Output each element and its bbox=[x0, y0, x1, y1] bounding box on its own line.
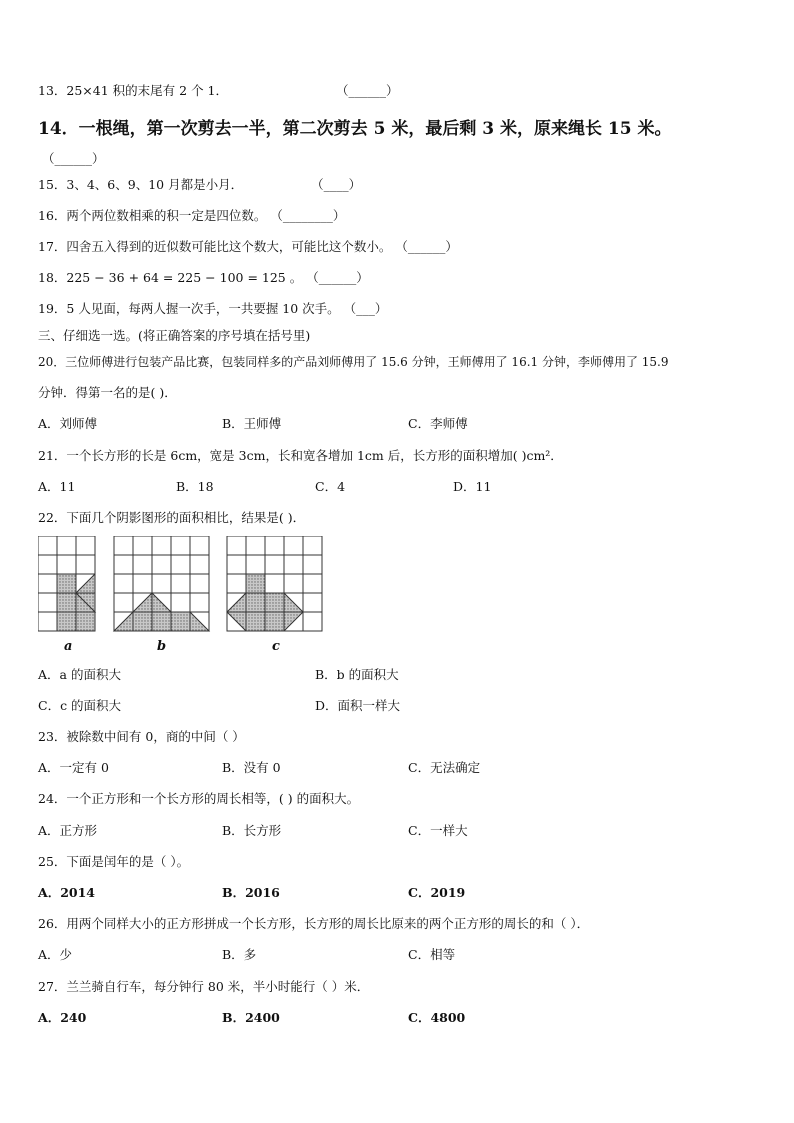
option-c[interactable]: C．2019 bbox=[408, 885, 466, 900]
question-19 bbox=[38, 300, 387, 318]
question-18 bbox=[38, 269, 369, 287]
question-13 bbox=[38, 82, 398, 100]
question-15 bbox=[38, 176, 361, 194]
answer-blank[interactable]: （___） bbox=[343, 301, 388, 316]
option-a[interactable]: A．a 的面积大 bbox=[38, 667, 121, 682]
section-heading: 三、仔细选一选。(将正确答案的序号填在括号里) bbox=[38, 328, 311, 343]
figure-label-b: b bbox=[157, 639, 167, 654]
question-20-line1: 20．三位师傅进行包装产品比赛，包装同样多的产品刘师傅用了 15.6 分钟，王师傅用了 16.1 分钟，李师傅用了 15.9 bbox=[38, 355, 669, 369]
option-b[interactable]: B．多 bbox=[222, 947, 257, 962]
option-c[interactable]: C．4800 bbox=[408, 1010, 466, 1025]
question-13-text: 13．25×41 积的末尾有 2 个 1． bbox=[38, 83, 228, 98]
question-27: 27．兰兰骑自行车，每分钟行 80 米，半小时能行（ ）米． bbox=[38, 979, 370, 994]
option-a[interactable]: A．11 bbox=[38, 479, 76, 494]
shaded-figures bbox=[38, 536, 338, 646]
question-17-text: 17．四舍五入得到的近似数可能比这个数大，可能比这个数小。 bbox=[38, 239, 392, 254]
question-15-text: 15．3、4、6、9、10 月都是小月． bbox=[38, 177, 244, 192]
answer-blank[interactable]: （______） bbox=[306, 270, 369, 285]
option-a[interactable]: A．少 bbox=[38, 947, 73, 962]
figure-label-a: a bbox=[64, 639, 73, 654]
figure-c bbox=[227, 536, 322, 631]
question-26: 26．用两个同样大小的正方形拼成一个长方形，长方形的周长比原来的两个正方形的周长的和（ ）． bbox=[38, 916, 590, 931]
question-17 bbox=[38, 238, 458, 256]
answer-blank[interactable]: （______） bbox=[395, 239, 458, 254]
figure-b bbox=[114, 536, 209, 631]
figure-a bbox=[38, 536, 95, 631]
option-a[interactable]: A．一定有 0 bbox=[38, 760, 109, 775]
option-d[interactable]: D．11 bbox=[453, 479, 492, 494]
question-22: 22．下面几个阴影图形的面积相比，结果是( )． bbox=[38, 510, 306, 525]
option-c[interactable]: C．c 的面积大 bbox=[38, 698, 122, 713]
answer-blank[interactable]: （____） bbox=[311, 177, 362, 192]
answer-blank[interactable]: （______） bbox=[42, 151, 105, 166]
option-a[interactable]: A．正方形 bbox=[38, 823, 98, 838]
option-c[interactable]: C．李师傅 bbox=[408, 416, 468, 431]
question-14 bbox=[38, 118, 671, 140]
question-20-line2: 分钟．得第一名的是( )． bbox=[38, 385, 177, 400]
option-b[interactable]: B．长方形 bbox=[222, 823, 282, 838]
option-a[interactable]: A．2014 bbox=[38, 885, 95, 900]
option-b[interactable]: B．没有 0 bbox=[222, 760, 281, 775]
option-a[interactable]: A．刘师傅 bbox=[38, 416, 98, 431]
question-24: 24．一个正方形和一个长方形的周长相等，( ) 的面积大。 bbox=[38, 791, 360, 806]
question-21: 21．一个长方形的长是 6cm，宽是 3cm，长和宽各增加 1cm 后，长方形的面积增加( )cm²． bbox=[38, 448, 563, 463]
figure-label-c: c bbox=[272, 639, 280, 654]
option-c[interactable]: C．无法确定 bbox=[408, 760, 481, 775]
option-d[interactable]: D．面积一样大 bbox=[315, 698, 401, 713]
option-b[interactable]: B．王师傅 bbox=[222, 416, 282, 431]
question-25: 25．下面是闰年的是（ ）。 bbox=[38, 854, 190, 869]
question-14-blank-line bbox=[42, 150, 105, 168]
option-b[interactable]: B．2400 bbox=[222, 1010, 280, 1025]
answer-blank[interactable]: （________） bbox=[270, 208, 346, 223]
question-14-text: 14．一根绳，第一次剪去一半，第二次剪去 5 米，最后剩 3 米，原来绳长 15 米。 bbox=[38, 119, 672, 139]
option-b[interactable]: B．b 的面积大 bbox=[315, 667, 399, 682]
option-c[interactable]: C．4 bbox=[315, 479, 346, 494]
question-16 bbox=[38, 207, 345, 225]
option-c[interactable]: C．相等 bbox=[408, 947, 456, 962]
option-b[interactable]: B．18 bbox=[176, 479, 214, 494]
question-19-text: 19．5 人见面，每两人握一次手，一共要握 10 次手。 bbox=[38, 301, 340, 316]
option-a[interactable]: A．240 bbox=[38, 1010, 87, 1025]
question-23: 23．被除数中间有 0，商的中间（ ） bbox=[38, 729, 245, 744]
question-18-text: 18．225 − 36 + 64 = 225 − 100 = 125 。 bbox=[38, 270, 303, 285]
question-16-text: 16．两个两位数相乘的积一定是四位数。 bbox=[38, 208, 267, 223]
option-c[interactable]: C．一样大 bbox=[408, 823, 468, 838]
answer-blank[interactable]: （______） bbox=[335, 83, 399, 98]
option-b[interactable]: B．2016 bbox=[222, 885, 280, 900]
